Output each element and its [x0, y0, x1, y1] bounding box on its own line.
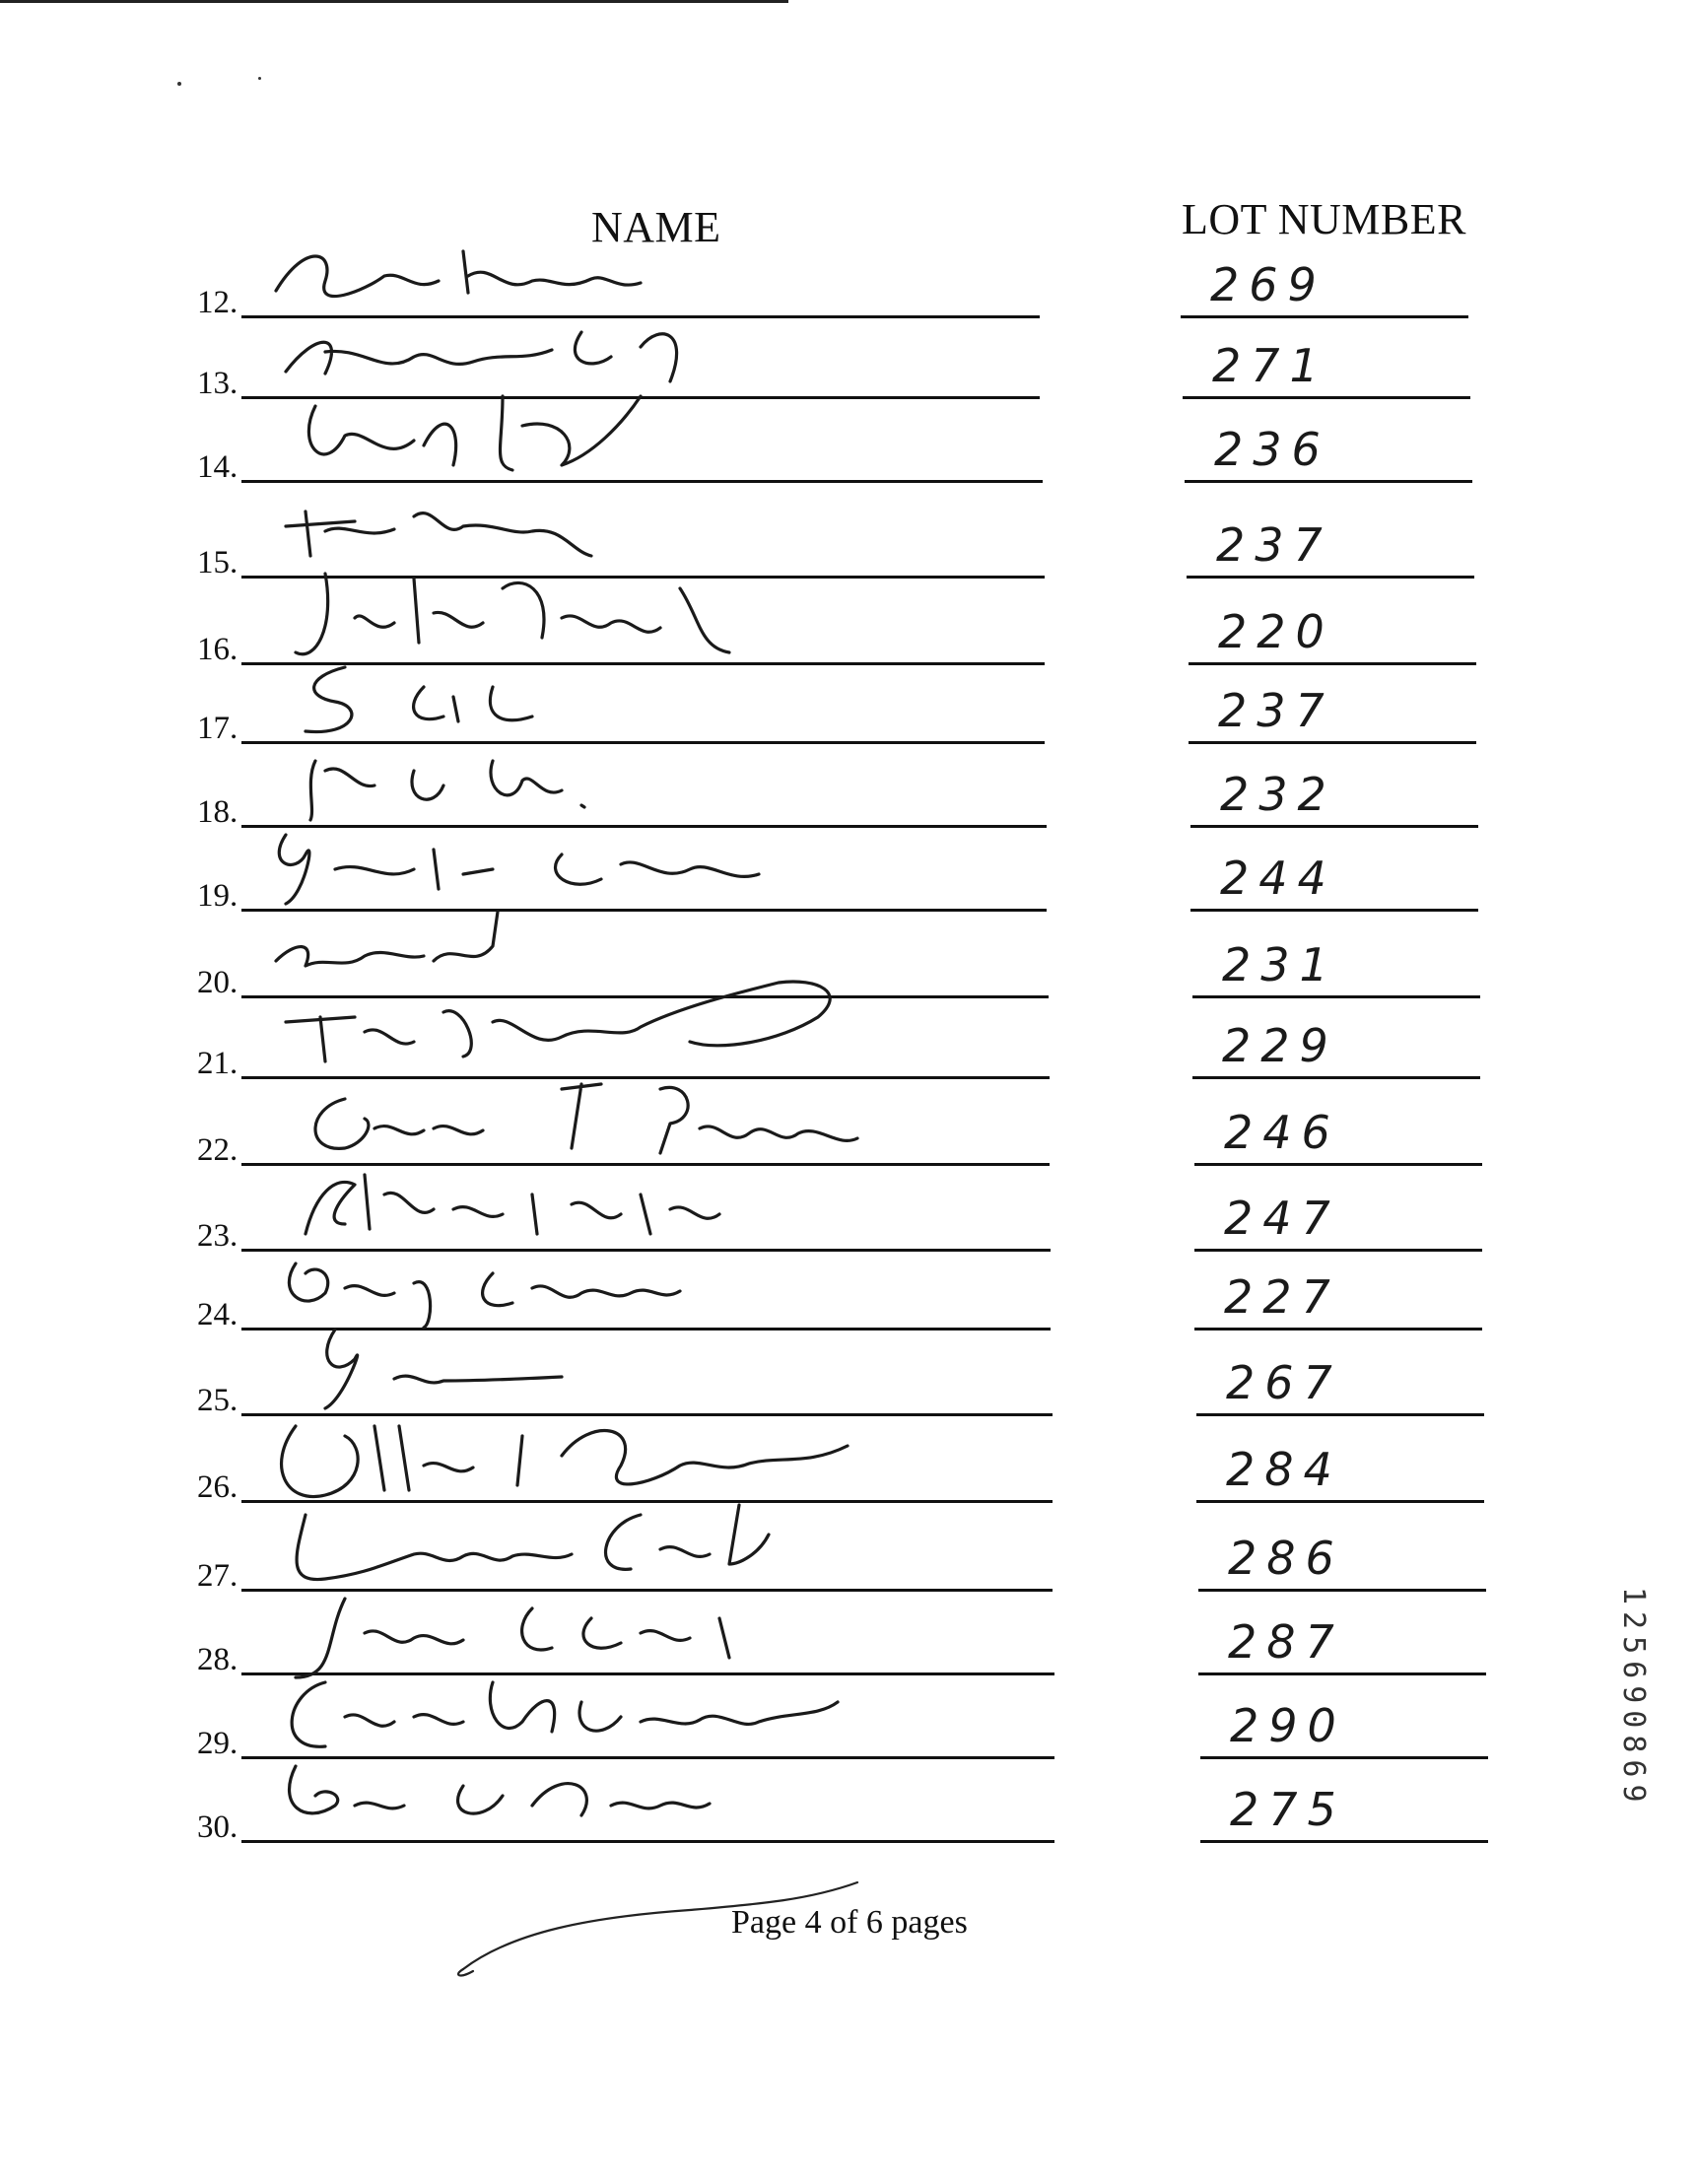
scan-speck [177, 82, 181, 86]
row-number: 21. [197, 1046, 238, 1081]
handwritten-signature [266, 731, 897, 825]
lot-line [1196, 1500, 1484, 1503]
handwritten-signature [266, 222, 897, 315]
row-number: 17. [197, 711, 238, 746]
lot-line [1194, 1328, 1482, 1331]
handwritten-signature [266, 1579, 897, 1672]
row-number: 15. [197, 545, 238, 580]
lot-line [1192, 995, 1480, 998]
handwritten-signature [266, 1234, 897, 1328]
lot-number-value: 267 [1226, 1356, 1342, 1409]
name-line [241, 1840, 1054, 1843]
lot-line [1192, 1076, 1480, 1079]
handwritten-signature [266, 648, 897, 741]
lot-number-value: 286 [1228, 1532, 1344, 1585]
row-number: 27. [197, 1558, 238, 1594]
lot-line [1190, 909, 1478, 912]
lot-line [1189, 662, 1476, 665]
lot-number-value: 231 [1222, 938, 1338, 991]
scan-edge-line [0, 0, 788, 3]
lot-number-value: 237 [1216, 518, 1332, 572]
signup-row [0, 1779, 1699, 1858]
lot-number-value: 236 [1214, 423, 1330, 476]
row-number: 26. [197, 1469, 238, 1505]
lot-number-value: 275 [1230, 1783, 1346, 1836]
name-column-header: NAME [591, 203, 721, 251]
lot-number-value: 287 [1228, 1615, 1344, 1669]
lot-number-value: 246 [1224, 1106, 1340, 1159]
lot-line [1194, 1249, 1482, 1252]
handwritten-signature [266, 303, 897, 396]
handwritten-signature [266, 1069, 897, 1163]
handwritten-signature [266, 1746, 897, 1840]
lot-line [1187, 576, 1474, 579]
row-number: 20. [197, 965, 238, 1000]
lot-line [1190, 825, 1478, 828]
row-number: 12. [197, 285, 238, 320]
handwritten-signature [266, 983, 897, 1076]
lot-line [1198, 1589, 1486, 1592]
lot-line [1189, 741, 1476, 744]
handwritten-signature [266, 1320, 897, 1413]
lot-number-value: 271 [1212, 339, 1328, 392]
row-number: 18. [197, 794, 238, 830]
lot-line [1196, 1413, 1484, 1416]
lot-line [1183, 396, 1470, 399]
lot-line [1198, 1672, 1486, 1675]
row-number: 28. [197, 1642, 238, 1677]
document-id-text: 125690869 [1616, 1587, 1651, 1809]
lot-line [1200, 1756, 1488, 1759]
lot-line [1194, 1163, 1482, 1166]
handwritten-signature [266, 1406, 897, 1500]
lot-line [1181, 315, 1468, 318]
row-number: 24. [197, 1297, 238, 1332]
handwritten-signature [266, 482, 897, 576]
row-number: 19. [197, 878, 238, 914]
handwritten-signature [266, 386, 897, 480]
row-number: 13. [197, 366, 238, 401]
lot-number-value: 244 [1220, 852, 1336, 905]
document-id-stamp [1616, 1587, 1660, 1853]
row-number: 30. [197, 1809, 238, 1845]
handwritten-signature [266, 1663, 897, 1756]
page-footer: Page 4 of 6 pages [731, 1904, 968, 1941]
lot-number-value: 220 [1218, 605, 1334, 658]
lot-number-value: 229 [1222, 1019, 1338, 1072]
lot-number-value: 237 [1218, 684, 1334, 737]
row-number: 14. [197, 449, 238, 485]
lot-number-value: 247 [1224, 1192, 1340, 1245]
lot-number-value: 290 [1230, 1699, 1346, 1752]
handwritten-signature [266, 1495, 897, 1589]
row-number: 16. [197, 632, 238, 667]
lot-number-column-header: LOT NUMBER [1182, 195, 1466, 243]
row-number: 25. [197, 1383, 238, 1418]
lot-number-value: 232 [1220, 768, 1336, 821]
handwritten-signature [266, 815, 897, 909]
row-number: 23. [197, 1218, 238, 1254]
lot-line [1185, 480, 1472, 483]
lot-number-value: 284 [1226, 1443, 1342, 1496]
lot-number-value: 269 [1210, 258, 1326, 311]
lot-number-value: 227 [1224, 1270, 1340, 1324]
scan-speck [258, 77, 261, 80]
lot-line [1200, 1840, 1488, 1843]
row-number: 29. [197, 1726, 238, 1761]
row-number: 22. [197, 1132, 238, 1168]
